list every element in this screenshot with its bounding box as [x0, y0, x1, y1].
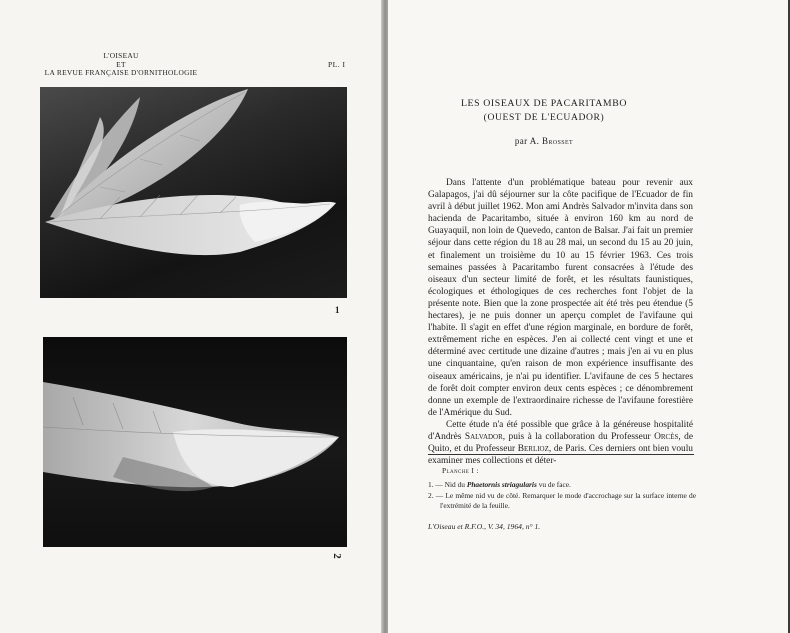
caption-note-2	[428, 491, 696, 509]
article-author	[430, 136, 658, 146]
plate-photo-2-leaf-nest-side	[43, 337, 347, 547]
author-name: Brosset	[541, 136, 574, 146]
journal-header-line-1: L'OISEAU	[103, 51, 139, 60]
name-salvador: Salvador	[464, 431, 503, 442]
plate-caption	[428, 466, 696, 512]
paragraph-2-text-c: , de Quito, et du Professeur	[428, 431, 693, 455]
caption-note-1-species: Phaetornis striagularis	[466, 480, 537, 490]
journal-header-line-3: LA REVUE FRANÇAISE D'ORNITHOLOGIE	[44, 68, 198, 78]
footnote-divider	[428, 454, 694, 455]
figure-mark-1: 1	[335, 305, 340, 315]
paragraph-1-text: Dans l'attente d'un problématique bateau pour revenir aux Galapagos, j'ai dû séjourner sur la côte pacifique de l'Ecuador de fin avril à début juillet 1962. Mon ami Andrès Salvador m'invita dans son hacienda de Pacaritambo, située à environ 160 km au nord de Guayaquil, non loin de Quevedo, canton de Balsar. J'ai fait un premier séjour dans cette région du 18 au 28 mai, un second du 15 au 20 juin, et finalement un troisième du 10 au 15 février 1963. Ces trois semaines passées à Pacaritambo furent consacrées à l'étude des oiseaux d'un secteur limité de forêt, et les résultats faunistiques, écologiques et éthologiques de ces recherches font l'objet de la présente note. Bien que la zone prospectée ait été très peu étendue (5 hectares), je ne puis donner un aperçu complet de l'avifaune qui l'habite. Il s'agit en effet d'une région marginale, en bordure de forêt, extrêmement riche en espèces. J'en ai collecté cent vingt et une et déterminé avec certitude une dizaine d'autres ; mais j'en ai vu en plus une cinquantaine, qu'en raison de mon expérience insuffisante des oiseaux américains, je n'ai pu identifier. L'avifaune de ces 5 hectares de forêt doit compter environ deux cents espèces ; ce dénombrement donne un exemple de l'extraordinaire richesse de l'avifaune forestière de l'Amérique du Sud.	[428, 178, 693, 418]
journal-header	[36, 52, 206, 78]
name-berlioz: Berlioz	[517, 444, 549, 455]
left-page	[0, 0, 384, 633]
paragraph-2-text-d: , de Paris. Ces derniers ont bien voulu examiner mes collections et déter-	[428, 444, 693, 467]
caption-note-2-text: 2. — Le même nid vu de côté. Remarquer le mode d'accrochage sur la surface interne de l'extrémité de la feuille.	[428, 491, 696, 510]
name-orces: Orcès	[654, 431, 679, 442]
caption-note-1	[428, 480, 696, 489]
article-title: LES OISEAUX DE PACARITAMBO	[460, 98, 628, 109]
plate-label: PL. I	[328, 60, 346, 69]
paragraph-2-text-a: Cette étude n'a été possible que grâce à la généreuse hospitalité d'Andrès	[428, 419, 693, 442]
journal-header-line-2: ET	[116, 59, 126, 69]
plate-caption-title: Planche I :	[442, 466, 479, 475]
journal-citation: L'Oiseau et R.F.O., V. 34, 1964, n° 1.	[428, 522, 541, 531]
caption-note-1-prefix: 1. — Nid du	[428, 480, 467, 490]
author-prefix: par A.	[514, 136, 540, 146]
leaf-photo-1-drawing	[40, 87, 347, 298]
caption-note-1-suffix: vu de face.	[536, 480, 571, 490]
article-subtitle: (OUEST DE L'ECUADOR)	[483, 112, 605, 123]
leaf-photo-2-drawing	[43, 337, 347, 547]
paragraph-1	[428, 177, 693, 419]
article-body	[428, 177, 693, 467]
paragraph-2	[428, 419, 693, 467]
paragraph-2-text-b: , puis à la collaboration du Professeur	[502, 431, 655, 442]
plate-photo-1-leaf-nest-front	[40, 87, 347, 298]
figure-mark-2: 2	[330, 553, 343, 559]
